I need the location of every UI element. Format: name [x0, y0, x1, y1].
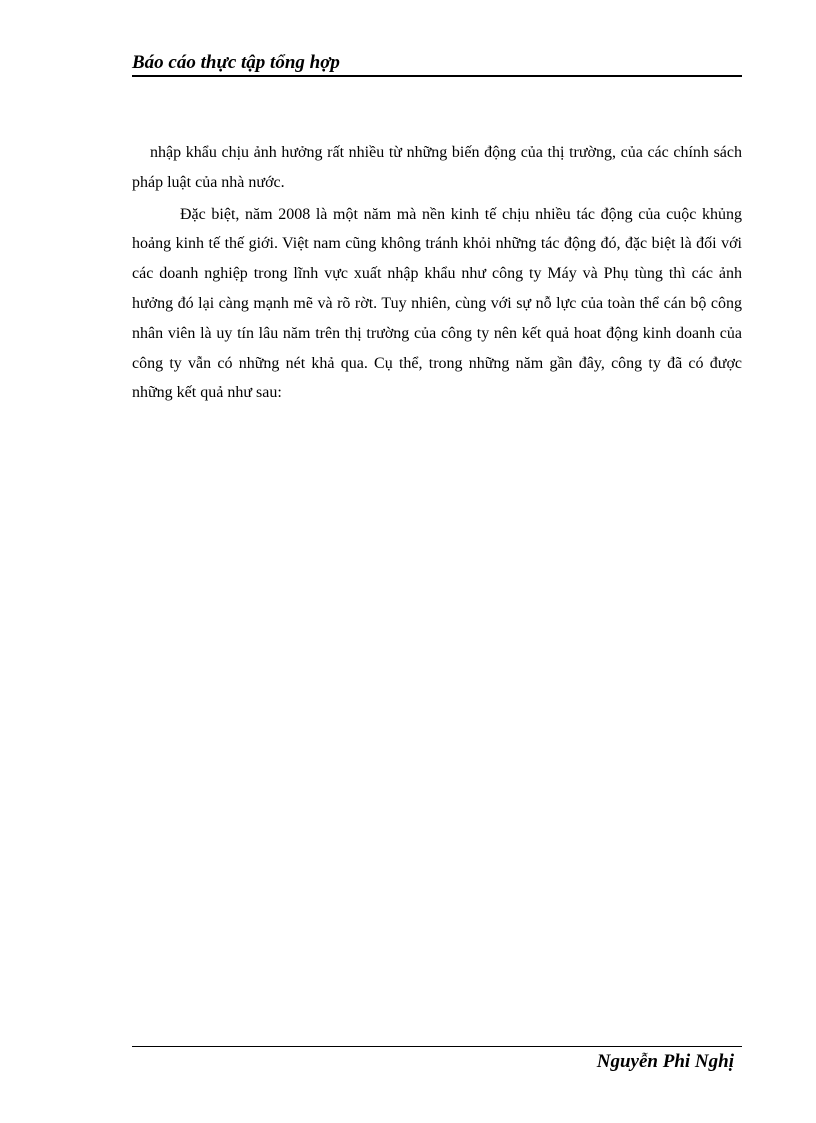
paragraph-business-results: Đặc biệt, năm 2008 là một năm mà nền kinh tế chịu nhiều tác động của cuộc khủng hoảng kinh tế thế giới. Việt nam cũng không tránh khỏi những tác động đó, đặc biệt là đối với các doanh nghiệp trong lĩnh vực xuất nhập khẩu như công ty Máy và Phụ tùng thì các ảnh hưởng đó lại càng mạnh mẽ và rõ rờt. Tuy nhiên, cùng với sự nỗ lực của toàn thể cán bộ công nhân viên là uy tín lâu năm trên thị trường của công ty nên kết quả hoat động kinh doanh của công ty vẫn có những nét khả qua. Cụ thể, trong những năm gần đây, công ty đã có được những kết quả như sau:: [132, 205, 742, 402]
body-text: [132, 138, 742, 408]
footer-author: Nguyễn Phi Nghị: [596, 1051, 734, 1072]
page-header: [132, 50, 742, 77]
header-title: Báo cáo thực tập tổng hợp: [132, 52, 340, 73]
page-footer: [132, 1046, 742, 1072]
paragraph-continuation: nhập khẩu chịu ảnh hưởng rất nhiều từ những biến động của thị trường, của các chính sách pháp luật của nhà nước.: [132, 144, 742, 191]
